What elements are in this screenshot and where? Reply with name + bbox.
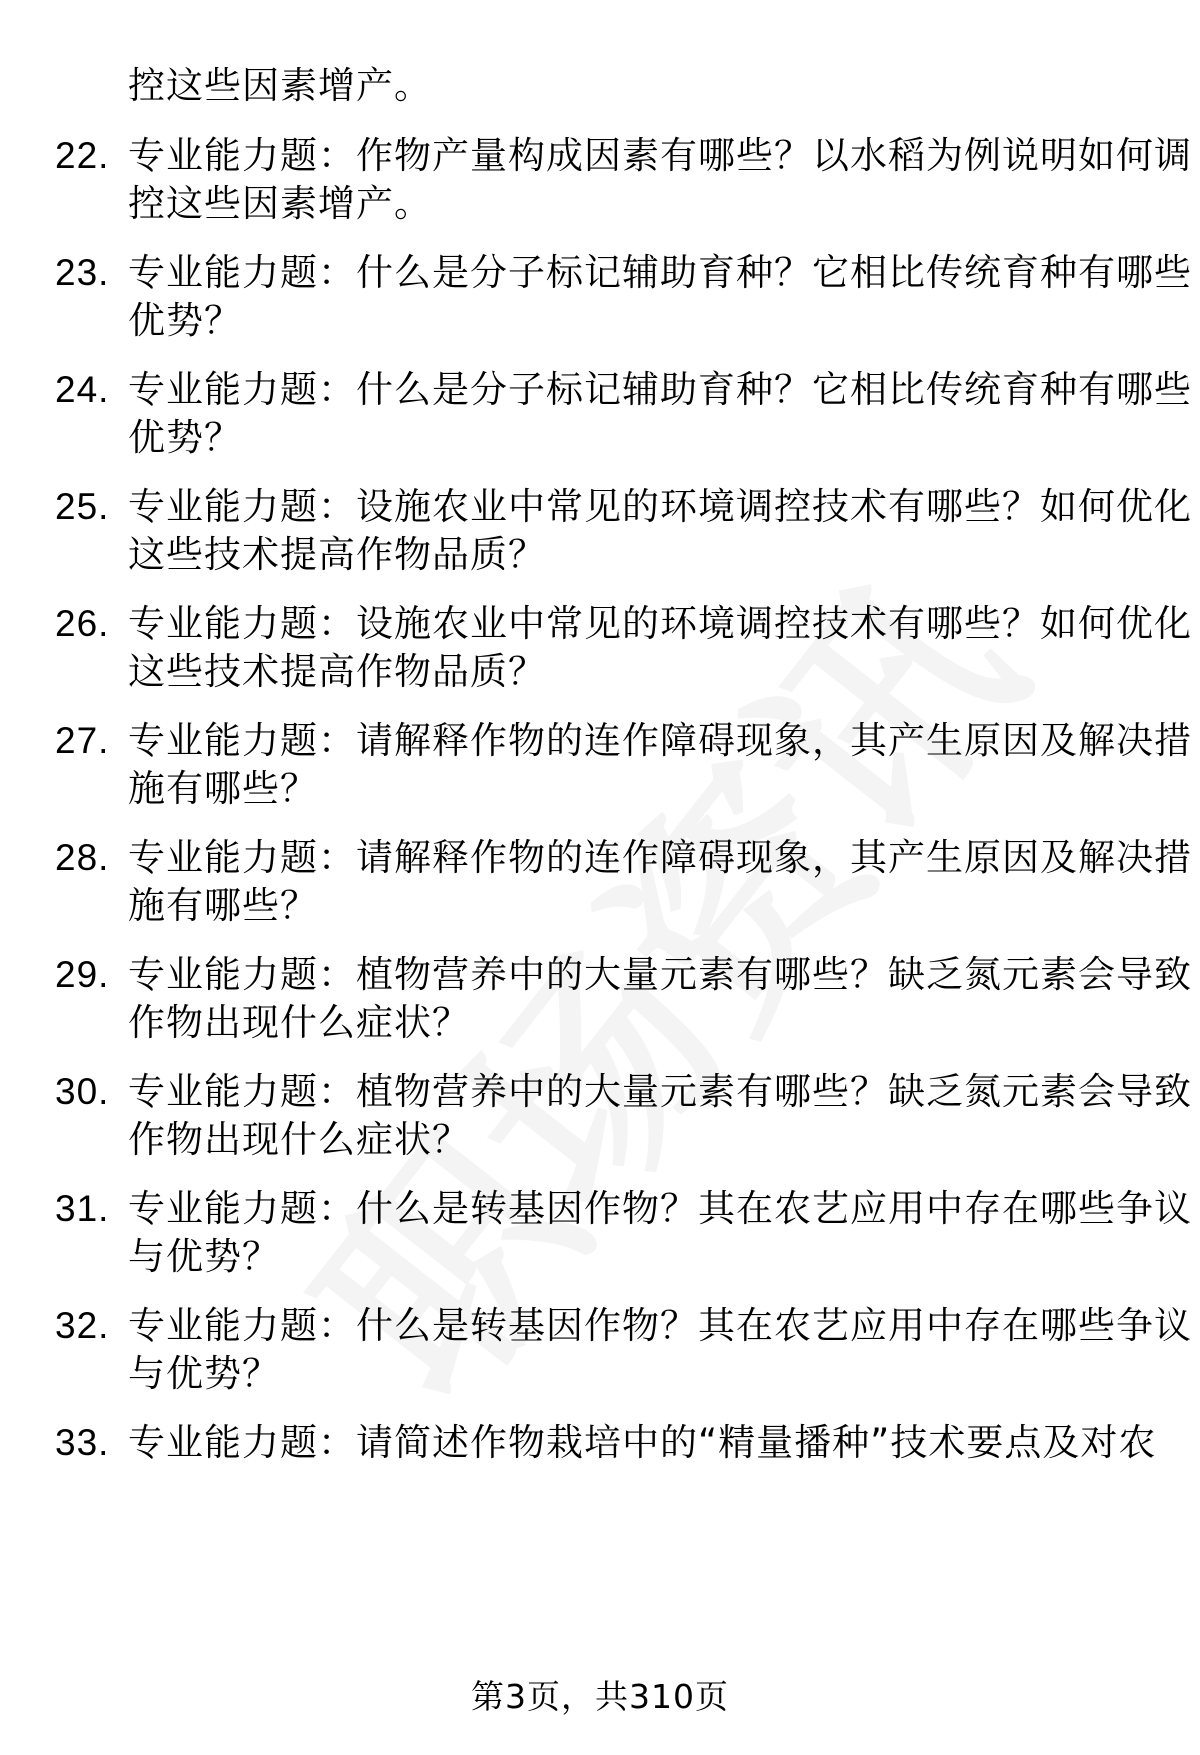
question-number: 30. [55,1071,110,1112]
question-text [128,1419,1157,1467]
question-number: 29. [55,954,110,995]
question-text-line: 优势？ [128,299,242,342]
question-number: 33. [55,1422,110,1463]
question-text-line: 专业能力题：什么是转基因作物？其在农艺应用中存在哪些争议 [128,1304,1192,1347]
question-text [128,1302,1192,1398]
question-number: 31. [55,1188,110,1229]
continuation-line: 控这些因素增产。 [128,64,432,107]
question-text-line: 专业能力题：什么是分子标记辅助育种？它相比传统育种有哪些 [128,368,1192,411]
question-text [128,717,1192,813]
question-text-line: 专业能力题：什么是分子标记辅助育种？它相比传统育种有哪些 [128,251,1192,294]
question-number: 28. [55,837,110,878]
question-text-line: 专业能力题：请解释作物的连作障碍现象，其产生原因及解决措 [128,719,1192,762]
question-number: 23. [55,252,110,293]
question-text-line: 与优势？ [128,1235,280,1278]
question-number: 27. [55,720,110,761]
question-text-line: 施有哪些？ [128,767,318,810]
question-text-line: 专业能力题：请解释作物的连作障碍现象，其产生原因及解决措 [128,836,1192,879]
question-text-line: 作物出现什么症状？ [128,1118,470,1161]
question-text-line: 专业能力题：作物产量构成因素有哪些？以水稻为例说明如何调 [128,134,1192,177]
question-text-line: 专业能力题：请简述作物栽培中的“精量播种”技术要点及对农 [128,1421,1157,1464]
question-text-line: 优势？ [128,416,242,459]
question-text-line: 施有哪些？ [128,884,318,927]
question-number: 25. [55,486,110,527]
question-text [128,483,1192,579]
page-footer: 第3页，共310页 [471,1677,729,1716]
question-text [128,366,1192,462]
question-text [128,1185,1192,1281]
question-number: 24. [55,369,110,410]
question-text [128,600,1192,696]
question-text-line: 专业能力题：设施农业中常见的环境调控技术有哪些？如何优化 [128,602,1192,645]
question-number: 32. [55,1305,110,1346]
question-text [128,249,1192,345]
question-text-line: 控这些因素增产。 [128,182,432,225]
question-number: 26. [55,603,110,644]
question-text-line: 专业能力题：植物营养中的大量元素有哪些？缺乏氮元素会导致 [128,953,1192,996]
question-text-line: 这些技术提高作物品质？ [128,650,546,693]
question-number: 22. [55,135,110,176]
question-text-line: 与优势？ [128,1352,280,1395]
question-text-line: 专业能力题：设施农业中常见的环境调控技术有哪些？如何优化 [128,485,1192,528]
question-text-line: 专业能力题：植物营养中的大量元素有哪些？缺乏氮元素会导致 [128,1070,1192,1113]
question-text [128,132,1192,228]
question-text-line: 这些技术提高作物品质？ [128,533,546,576]
question-text-line: 专业能力题：什么是转基因作物？其在农艺应用中存在哪些争议 [128,1187,1192,1230]
question-text [128,834,1192,930]
question-text-line: 作物出现什么症状？ [128,1001,470,1044]
question-text [128,1068,1192,1164]
question-text [128,951,1192,1047]
